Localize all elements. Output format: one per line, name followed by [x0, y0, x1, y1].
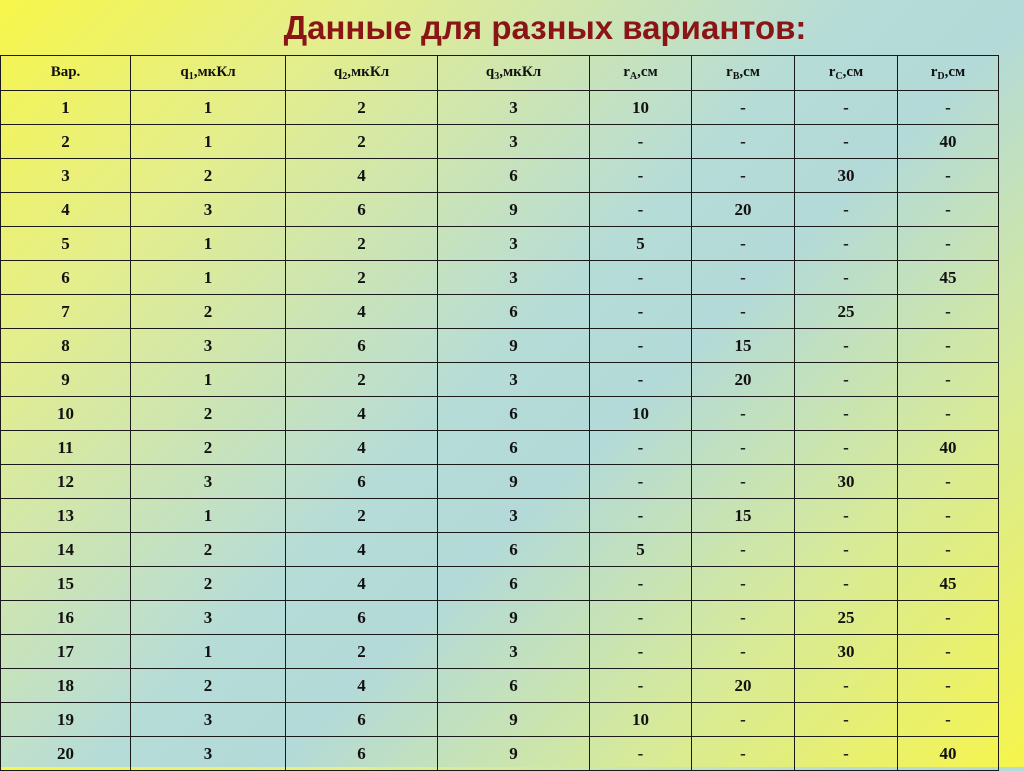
table-cell: - — [590, 193, 692, 227]
table-cell: - — [898, 499, 999, 533]
table-cell: 3 — [438, 125, 590, 159]
table-cell: 40 — [898, 737, 999, 771]
table-cell: - — [692, 703, 795, 737]
table-cell: - — [898, 465, 999, 499]
table-cell: - — [692, 635, 795, 669]
table-cell: 6 — [286, 703, 438, 737]
header-cell: Вар. — [1, 56, 131, 91]
table-cell: 10 — [590, 703, 692, 737]
table-cell: 2 — [286, 499, 438, 533]
table-cell: 3 — [438, 499, 590, 533]
table-cell: 3 — [438, 363, 590, 397]
table-cell: - — [795, 227, 898, 261]
table-cell: - — [898, 91, 999, 125]
table-cell: 40 — [898, 431, 999, 465]
table-row — [1, 397, 999, 431]
table-cell: 8 — [1, 329, 131, 363]
table-row — [1, 193, 999, 227]
table-cell: 2 — [131, 567, 286, 601]
table-cell: - — [590, 295, 692, 329]
table-cell: 30 — [795, 159, 898, 193]
table-cell: 4 — [286, 567, 438, 601]
table-cell: 4 — [1, 193, 131, 227]
table-row — [1, 363, 999, 397]
table-cell: 15 — [692, 329, 795, 363]
table-cell: 9 — [438, 703, 590, 737]
table-cell: - — [590, 465, 692, 499]
table-cell: - — [898, 635, 999, 669]
table-cell: - — [898, 669, 999, 703]
table-cell: 15 — [1, 567, 131, 601]
table-cell: - — [590, 737, 692, 771]
table-cell: 2 — [286, 261, 438, 295]
table-cell: 9 — [438, 329, 590, 363]
table-cell: - — [898, 397, 999, 431]
table-row — [1, 295, 999, 329]
table-cell: 40 — [898, 125, 999, 159]
table-cell: - — [692, 567, 795, 601]
table-cell: - — [590, 329, 692, 363]
table-row — [1, 567, 999, 601]
table-row — [1, 669, 999, 703]
table-row — [1, 635, 999, 669]
table-cell: - — [590, 567, 692, 601]
table-cell: 2 — [286, 363, 438, 397]
table-cell: - — [692, 533, 795, 567]
table-cell: - — [795, 397, 898, 431]
table-cell: - — [795, 669, 898, 703]
table-cell: - — [692, 261, 795, 295]
table-cell: 9 — [438, 737, 590, 771]
page-title: Данные для разных вариантов: — [283, 9, 807, 46]
table-cell: 17 — [1, 635, 131, 669]
table-cell: 5 — [1, 227, 131, 261]
table-cell: 4 — [286, 397, 438, 431]
table-cell: 1 — [131, 227, 286, 261]
table-cell: 16 — [1, 601, 131, 635]
table-cell: 2 — [131, 533, 286, 567]
table-cell: - — [898, 363, 999, 397]
table-cell: 3 — [438, 261, 590, 295]
table-cell: 3 — [131, 737, 286, 771]
table-cell: - — [795, 125, 898, 159]
table-cell: 2 — [286, 227, 438, 261]
table-cell: 5 — [590, 227, 692, 261]
header-cell: $q_3,мкКл$ — [438, 56, 590, 91]
table-cell: - — [795, 703, 898, 737]
table-cell: 4 — [286, 533, 438, 567]
table-cell: 3 — [438, 227, 590, 261]
table-cell: 20 — [692, 193, 795, 227]
table-cell: - — [692, 601, 795, 635]
header-cell: $r_A,см$ — [590, 56, 692, 91]
table-cell: - — [795, 91, 898, 125]
table-cell: - — [590, 125, 692, 159]
table-cell: 1 — [131, 635, 286, 669]
table-cell: - — [795, 193, 898, 227]
table-cell: 2 — [131, 431, 286, 465]
table-cell: - — [590, 363, 692, 397]
table-cell: - — [898, 533, 999, 567]
table-cell: 5 — [590, 533, 692, 567]
table-cell: 9 — [438, 465, 590, 499]
table-cell: 2 — [131, 159, 286, 193]
table-cell: - — [692, 125, 795, 159]
table-cell: 4 — [286, 669, 438, 703]
table-row — [1, 465, 999, 499]
table-cell: - — [692, 465, 795, 499]
table-cell: 6 — [1, 261, 131, 295]
table-cell: 45 — [898, 261, 999, 295]
table-cell: 11 — [1, 431, 131, 465]
table-row — [1, 227, 999, 261]
table-cell: 20 — [692, 363, 795, 397]
table-cell: 1 — [131, 363, 286, 397]
header-cell: $r_B,см$ — [692, 56, 795, 91]
table-cell: 30 — [795, 635, 898, 669]
table-cell: - — [590, 635, 692, 669]
table-cell: 6 — [438, 567, 590, 601]
table-cell: 4 — [286, 295, 438, 329]
table-cell: 1 — [131, 499, 286, 533]
table-cell: 9 — [438, 193, 590, 227]
table-cell: 4 — [286, 431, 438, 465]
table-cell: 30 — [795, 465, 898, 499]
table-cell: 9 — [1, 363, 131, 397]
table-cell: 3 — [131, 703, 286, 737]
table-row — [1, 91, 999, 125]
table-cell: - — [795, 431, 898, 465]
table-cell: - — [590, 261, 692, 295]
table-cell: 20 — [1, 737, 131, 771]
table-cell: - — [898, 703, 999, 737]
table-cell: 2 — [1, 125, 131, 159]
header-cell: $q_1,мкКл$ — [131, 56, 286, 91]
table-cell: 6 — [438, 295, 590, 329]
table-cell: 13 — [1, 499, 131, 533]
table-cell: 6 — [286, 737, 438, 771]
table-cell: - — [898, 329, 999, 363]
table-cell: 3 — [131, 465, 286, 499]
table-cell: 15 — [692, 499, 795, 533]
table-cell: 14 — [1, 533, 131, 567]
table-row — [1, 261, 999, 295]
table-row — [1, 601, 999, 635]
table-cell: 6 — [438, 159, 590, 193]
table-cell: 6 — [438, 397, 590, 431]
table-cell: 6 — [286, 193, 438, 227]
table-cell: 20 — [692, 669, 795, 703]
header-cell: $q_2,мкКл$ — [286, 56, 438, 91]
table-row — [1, 431, 999, 465]
table-cell: 2 — [131, 295, 286, 329]
table-cell: - — [795, 533, 898, 567]
table-cell: - — [590, 159, 692, 193]
table-row — [1, 703, 999, 737]
table-cell: 6 — [438, 669, 590, 703]
table-cell: 4 — [286, 159, 438, 193]
table-cell: 19 — [1, 703, 131, 737]
table-cell: - — [692, 295, 795, 329]
table-cell: - — [590, 499, 692, 533]
table-cell: 6 — [438, 533, 590, 567]
table-cell: 6 — [286, 465, 438, 499]
table-row — [1, 737, 999, 771]
table-cell: 10 — [1, 397, 131, 431]
table-cell: 2 — [286, 125, 438, 159]
table-cell: - — [795, 737, 898, 771]
table-body — [1, 91, 999, 771]
table-cell: - — [590, 669, 692, 703]
table-row — [1, 159, 999, 193]
table-cell: - — [898, 159, 999, 193]
table-cell: - — [692, 159, 795, 193]
table-cell: - — [795, 261, 898, 295]
table-cell: 3 — [131, 193, 286, 227]
table-row — [1, 329, 999, 363]
table-cell: 9 — [438, 601, 590, 635]
table-cell: 45 — [898, 567, 999, 601]
table-cell: - — [692, 737, 795, 771]
table-cell: 25 — [795, 295, 898, 329]
table-cell: - — [795, 567, 898, 601]
table-cell: - — [795, 499, 898, 533]
table-cell: - — [590, 601, 692, 635]
table-cell: 6 — [438, 431, 590, 465]
table-cell: 1 — [131, 91, 286, 125]
table-cell: 2 — [286, 91, 438, 125]
table-cell: - — [795, 363, 898, 397]
table-row — [1, 533, 999, 567]
table-cell: - — [590, 431, 692, 465]
table-cell: 7 — [1, 295, 131, 329]
header-cell: $r_D,см$ — [898, 56, 999, 91]
table-cell: 3 — [131, 601, 286, 635]
table-cell: 10 — [590, 91, 692, 125]
table-cell: - — [692, 227, 795, 261]
table-cell: 12 — [1, 465, 131, 499]
table-cell: - — [898, 227, 999, 261]
table-cell: - — [692, 431, 795, 465]
table-cell: 2 — [286, 635, 438, 669]
table-header-row — [1, 56, 999, 91]
table-cell: 3 — [1, 159, 131, 193]
table-row — [1, 499, 999, 533]
table-cell: 6 — [286, 601, 438, 635]
table-cell: 10 — [590, 397, 692, 431]
table-cell: 3 — [438, 91, 590, 125]
table-cell: 1 — [131, 125, 286, 159]
table-row — [1, 125, 999, 159]
table-cell: - — [898, 193, 999, 227]
table-cell: 6 — [286, 329, 438, 363]
table-cell: 2 — [131, 397, 286, 431]
table-cell: 3 — [438, 635, 590, 669]
table-cell: - — [898, 295, 999, 329]
table-cell: 3 — [131, 329, 286, 363]
table-cell: 1 — [131, 261, 286, 295]
variants-table — [0, 55, 999, 771]
header-cell: $r_C,см$ — [795, 56, 898, 91]
table-cell: - — [692, 91, 795, 125]
table-cell: 18 — [1, 669, 131, 703]
table-cell: - — [898, 601, 999, 635]
table-cell: 2 — [131, 669, 286, 703]
table-cell: - — [692, 397, 795, 431]
table-cell: - — [795, 329, 898, 363]
table-cell: 25 — [795, 601, 898, 635]
table-cell: 1 — [1, 91, 131, 125]
